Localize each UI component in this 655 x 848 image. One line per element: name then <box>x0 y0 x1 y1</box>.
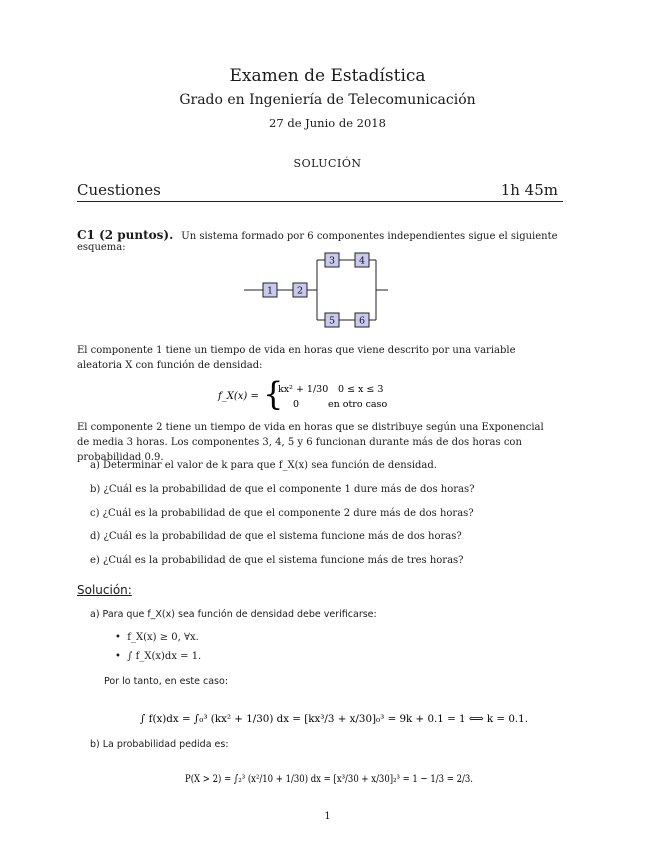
component-label: 5 <box>328 315 336 327</box>
solution-label: Solución: <box>77 583 132 597</box>
component-label: 2 <box>296 285 304 297</box>
equation-text: P(X > 2) = ∫₂³ (x²/10 + 1/30) dx = [x³/30 + x/30]₂³ = 1 − 1/3 = 2/3. <box>185 773 473 785</box>
equation-integral-k <box>140 697 530 737</box>
question-label: C1 (2 puntos). <box>77 228 174 242</box>
section-duration: 1h 45m <box>500 181 558 199</box>
paragraph-component-1: El componente 1 tiene un tiempo de vida en horas que viene descrito por una variable aleatoria X con función de densidad: <box>77 345 516 371</box>
therefore-text: Por lo tanto, en este caso: <box>104 676 229 687</box>
question-item-e: e) ¿Cuál es la probabilidad de que el sistema funcione más de tres horas? <box>90 555 464 566</box>
solution-heading: SOLUCIÓN <box>293 157 362 170</box>
component-label: 3 <box>328 255 336 267</box>
density-function <box>218 375 428 413</box>
exam-title: Examen de Estadística <box>229 66 426 86</box>
bullet-text: f_X(x) ≥ 0, ∀x. <box>127 632 199 643</box>
solution-b-intro: b) La probabilidad pedida es: <box>90 739 229 750</box>
brace-icon: { <box>263 375 284 413</box>
density-case2-expr: 0 <box>293 399 300 410</box>
component-label: 1 <box>266 285 274 297</box>
density-case1-expr: kx² + 1/30 <box>278 384 329 395</box>
component-label: 6 <box>358 315 366 327</box>
bullet-text: ∫ f_X(x)dx = 1. <box>127 651 202 662</box>
page-number: 1 <box>324 811 331 822</box>
bullet-integral: • ∫ f_X(x)dx = 1. <box>115 651 202 662</box>
density-lhs: f_X(x) = <box>218 391 259 402</box>
solution-a-intro: a) Para que f_X(x) sea función de densidad debe verificarse: <box>90 609 377 620</box>
question-intro: Un sistema formado por 6 componentes independientes sigue el siguiente esquema: <box>77 231 558 253</box>
bullet-nonnegative: • f_X(x) ≥ 0, ∀x. <box>115 632 199 643</box>
section-title: Cuestiones <box>77 181 161 199</box>
density-case1-cond: 0 ≤ x ≤ 3 <box>338 384 384 395</box>
question-item-c: c) ¿Cuál es la probabilidad de que el componente 2 dure más de dos horas? <box>90 508 474 519</box>
density-case2-cond: en otro caso <box>328 399 388 410</box>
question-item-d: d) ¿Cuál es la probabilidad de que el sistema funcione más de dos horas? <box>90 531 462 542</box>
equation-text: ∫ f(x)dx = ∫₀³ (kx² + 1/30) dx = [kx³/3 + x/30]₀³ = 9k + 0.1 = 1 ⟺ k = 0.1. <box>140 713 528 725</box>
section-rule <box>77 201 563 202</box>
component-label: 4 <box>358 255 366 267</box>
system-diagram <box>240 248 400 333</box>
equation-probability <box>185 760 475 796</box>
question-item-b: b) ¿Cuál es la probabilidad de que el componente 1 dure más de dos horas? <box>90 484 475 495</box>
exam-date: 27 de Junio de 2018 <box>269 116 386 130</box>
exam-subtitle: Grado en Ingeniería de Telecomunicación <box>179 92 476 108</box>
paragraph-component-2: El componente 2 tiene un tiempo de vida en horas que se distribuye según una Exponencial de media 3 horas. Los componentes 3, 4, 5 y 6 funcionan durante más de dos horas con probabilidad 0.9. <box>77 422 544 463</box>
question-item-a: a) Determinar el valor de k para que f_X(x) sea función de densidad. <box>90 460 437 471</box>
